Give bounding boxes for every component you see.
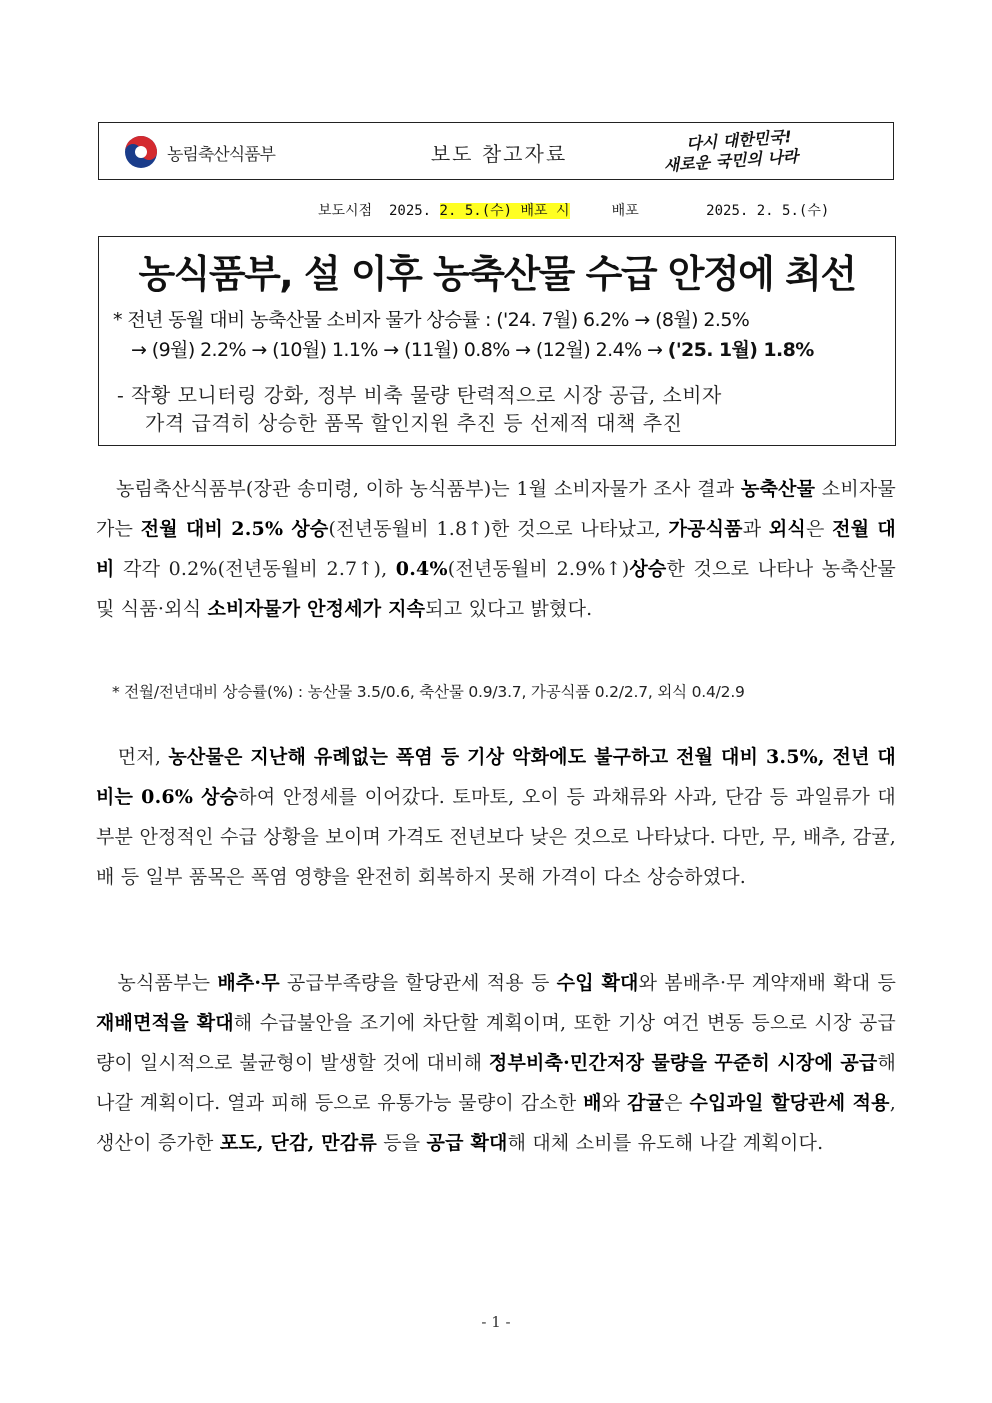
p3-text: 등을 — [376, 1132, 427, 1154]
p1-text: (전년동월비 2.9%↑) — [447, 558, 630, 580]
release-info — [318, 200, 829, 220]
p3-text: , 생산이 증가한 — [96, 1092, 896, 1154]
p1-text: 과 — [742, 518, 769, 540]
p2-text: 먼저, — [117, 746, 169, 768]
p1-text: 농림축산식품부(장관 송미령, 이하 농식품부)는 1월 소비자물가 조사 결과 — [115, 478, 741, 500]
measures-summary — [117, 381, 889, 437]
p2-text: 하여 안정세를 이어갔다. 토마토, 오이 등 과채류와 사과, 단감 등 과일류가 대부분 안정적인 수급 상황을 보이며 가격도 전년보다 낮은 것으로 나타났다. 다만, 무, 배추, 감귤, 배 등 일부 품목은 폭염 영향을 완전히 회복하지 못해 가격이 다소 상승하였다. — [96, 786, 896, 888]
p3-bold: 수입 확대 — [556, 972, 639, 994]
p1-bold: 가공식품 — [668, 518, 743, 540]
measures-line-1: - 작황 모니터링 강화, 정부 비축 물량 탄력적으로 시장 공급, 소비자 — [117, 383, 722, 407]
p3-text: 해 수급불안을 조기에 차단할 계획이며, 또한 기상 여건 변동 등으로 시장 공급량이 일시적으로 불균형이 발생할 것에 대비해 — [96, 1012, 896, 1074]
press-date-prefix: 2025. — [388, 203, 440, 219]
header-box — [98, 122, 894, 180]
p1-bold: 농축산물 — [740, 478, 816, 500]
p3-text: 해 나갈 계획이다. 열과 피해 등으로 유통가능 물량이 감소한 — [96, 1052, 896, 1114]
p3-text: 와 봄배추·무 계약재배 확대 등 — [638, 972, 897, 994]
p1-text: 각각 0.2%(전년동월비 2.7↑), — [114, 558, 396, 580]
p1-bold: 상승 — [629, 558, 667, 580]
p1-text: 은 — [805, 518, 833, 540]
p1-bold: 전월 대비 2.5% 상승 — [140, 518, 329, 540]
title-box — [98, 236, 896, 446]
press-time-label: 보도시점 — [318, 203, 373, 219]
p3-bold: 배 — [583, 1092, 602, 1114]
p1-bold: 0.4% — [395, 558, 448, 580]
price-trend-line-2-bold: ('25. 1월) 1.8% — [667, 339, 814, 361]
rate-footnote: * 전월/전년대비 상승률(%) : 농산물 3.5/0.6, 축산물 0.9/3.7, 가공식품 0.2/2.7, 외식 0.4/2.9 — [112, 683, 745, 701]
p3-bold: 감귤 — [627, 1092, 665, 1114]
p3-text: 은 — [664, 1092, 690, 1114]
price-trend-line-2-plain: → (9월) 2.2% → (10월) 1.1% → (11월) 0.8% → (12월) 2.4% → — [131, 339, 668, 361]
p3-bold: 정부비축·민간저장 물량을 꾸준히 시장에 공급 — [488, 1052, 878, 1074]
paragraph-2 — [96, 737, 896, 897]
distribution-date: 2025. 2. 5.(수) — [706, 203, 830, 219]
p3-bold: 공급 확대 — [426, 1132, 508, 1154]
slogan-logo — [662, 122, 865, 182]
p3-bold: 수입과일 할당관세 적용 — [689, 1092, 890, 1114]
p1-bold: 외식 — [768, 518, 806, 540]
p1-text: 소비자물가는 — [96, 478, 896, 540]
p3-text: 공급부족량을 할당관세 적용 등 — [279, 972, 557, 994]
price-trend-line-1: * 전년 동월 대비 농축산물 소비자 물가 상승률 : ('24. 7월) 6.2% → (8월) 2.5% — [113, 309, 750, 331]
p1-bold: 전월 대비 — [96, 518, 896, 580]
page-number: - 1 - — [481, 1313, 511, 1331]
document-type: 보도 참고자료 — [430, 142, 568, 166]
p3-text: 농식품부는 — [117, 972, 218, 994]
p3-bold: 재배면적을 확대 — [96, 1012, 234, 1034]
p1-text: 되고 있다고 밝혔다. — [425, 598, 593, 620]
p1-text: 한 것으로 나타나 농축산물 및 식품·외식 — [96, 558, 896, 620]
slogan-line-2: 새로운 국민의 나라 — [663, 146, 799, 175]
ministry-logo — [123, 135, 275, 169]
slogan-line-1: 다시 대한민국! — [685, 126, 793, 154]
p3-text: 와 — [601, 1092, 628, 1114]
p3-bold: 배추·무 — [217, 972, 280, 994]
p2-bold: 농산물은 지난해 유례없는 폭염 등 기상 악화에도 불구하고 전월 대비 3.5%, 전년 대비는 0.6% 상승 — [96, 746, 896, 808]
taegeuk-emblem-icon — [123, 134, 159, 170]
p3-text: 해 대체 소비를 유도해 나갈 계획이다. — [507, 1132, 824, 1154]
paragraph-3 — [96, 963, 896, 1163]
paragraph-1 — [96, 469, 896, 629]
press-date-highlight: 2. 5.(수) 배포 시 — [439, 203, 570, 219]
p1-text: (전년동월비 1.8↑)한 것으로 나타났고, — [328, 518, 669, 540]
price-trend-line-2 — [113, 335, 883, 365]
p1-bold: 소비자물가 안정세가 지속 — [207, 598, 426, 620]
page-title: 농식품부, 설 이후 농축산물 수급 안정에 최선 — [138, 252, 856, 296]
p3-bold: 포도, 단감, 만감류 — [219, 1132, 377, 1154]
distribution-label: 배포 — [611, 203, 639, 219]
measures-line-2: 가격 급격히 상승한 품목 할인지원 추진 등 선제적 대책 추진 — [145, 411, 683, 435]
ministry-name: 농림축산식품부 — [167, 144, 275, 165]
price-trend-bullet — [113, 305, 883, 365]
